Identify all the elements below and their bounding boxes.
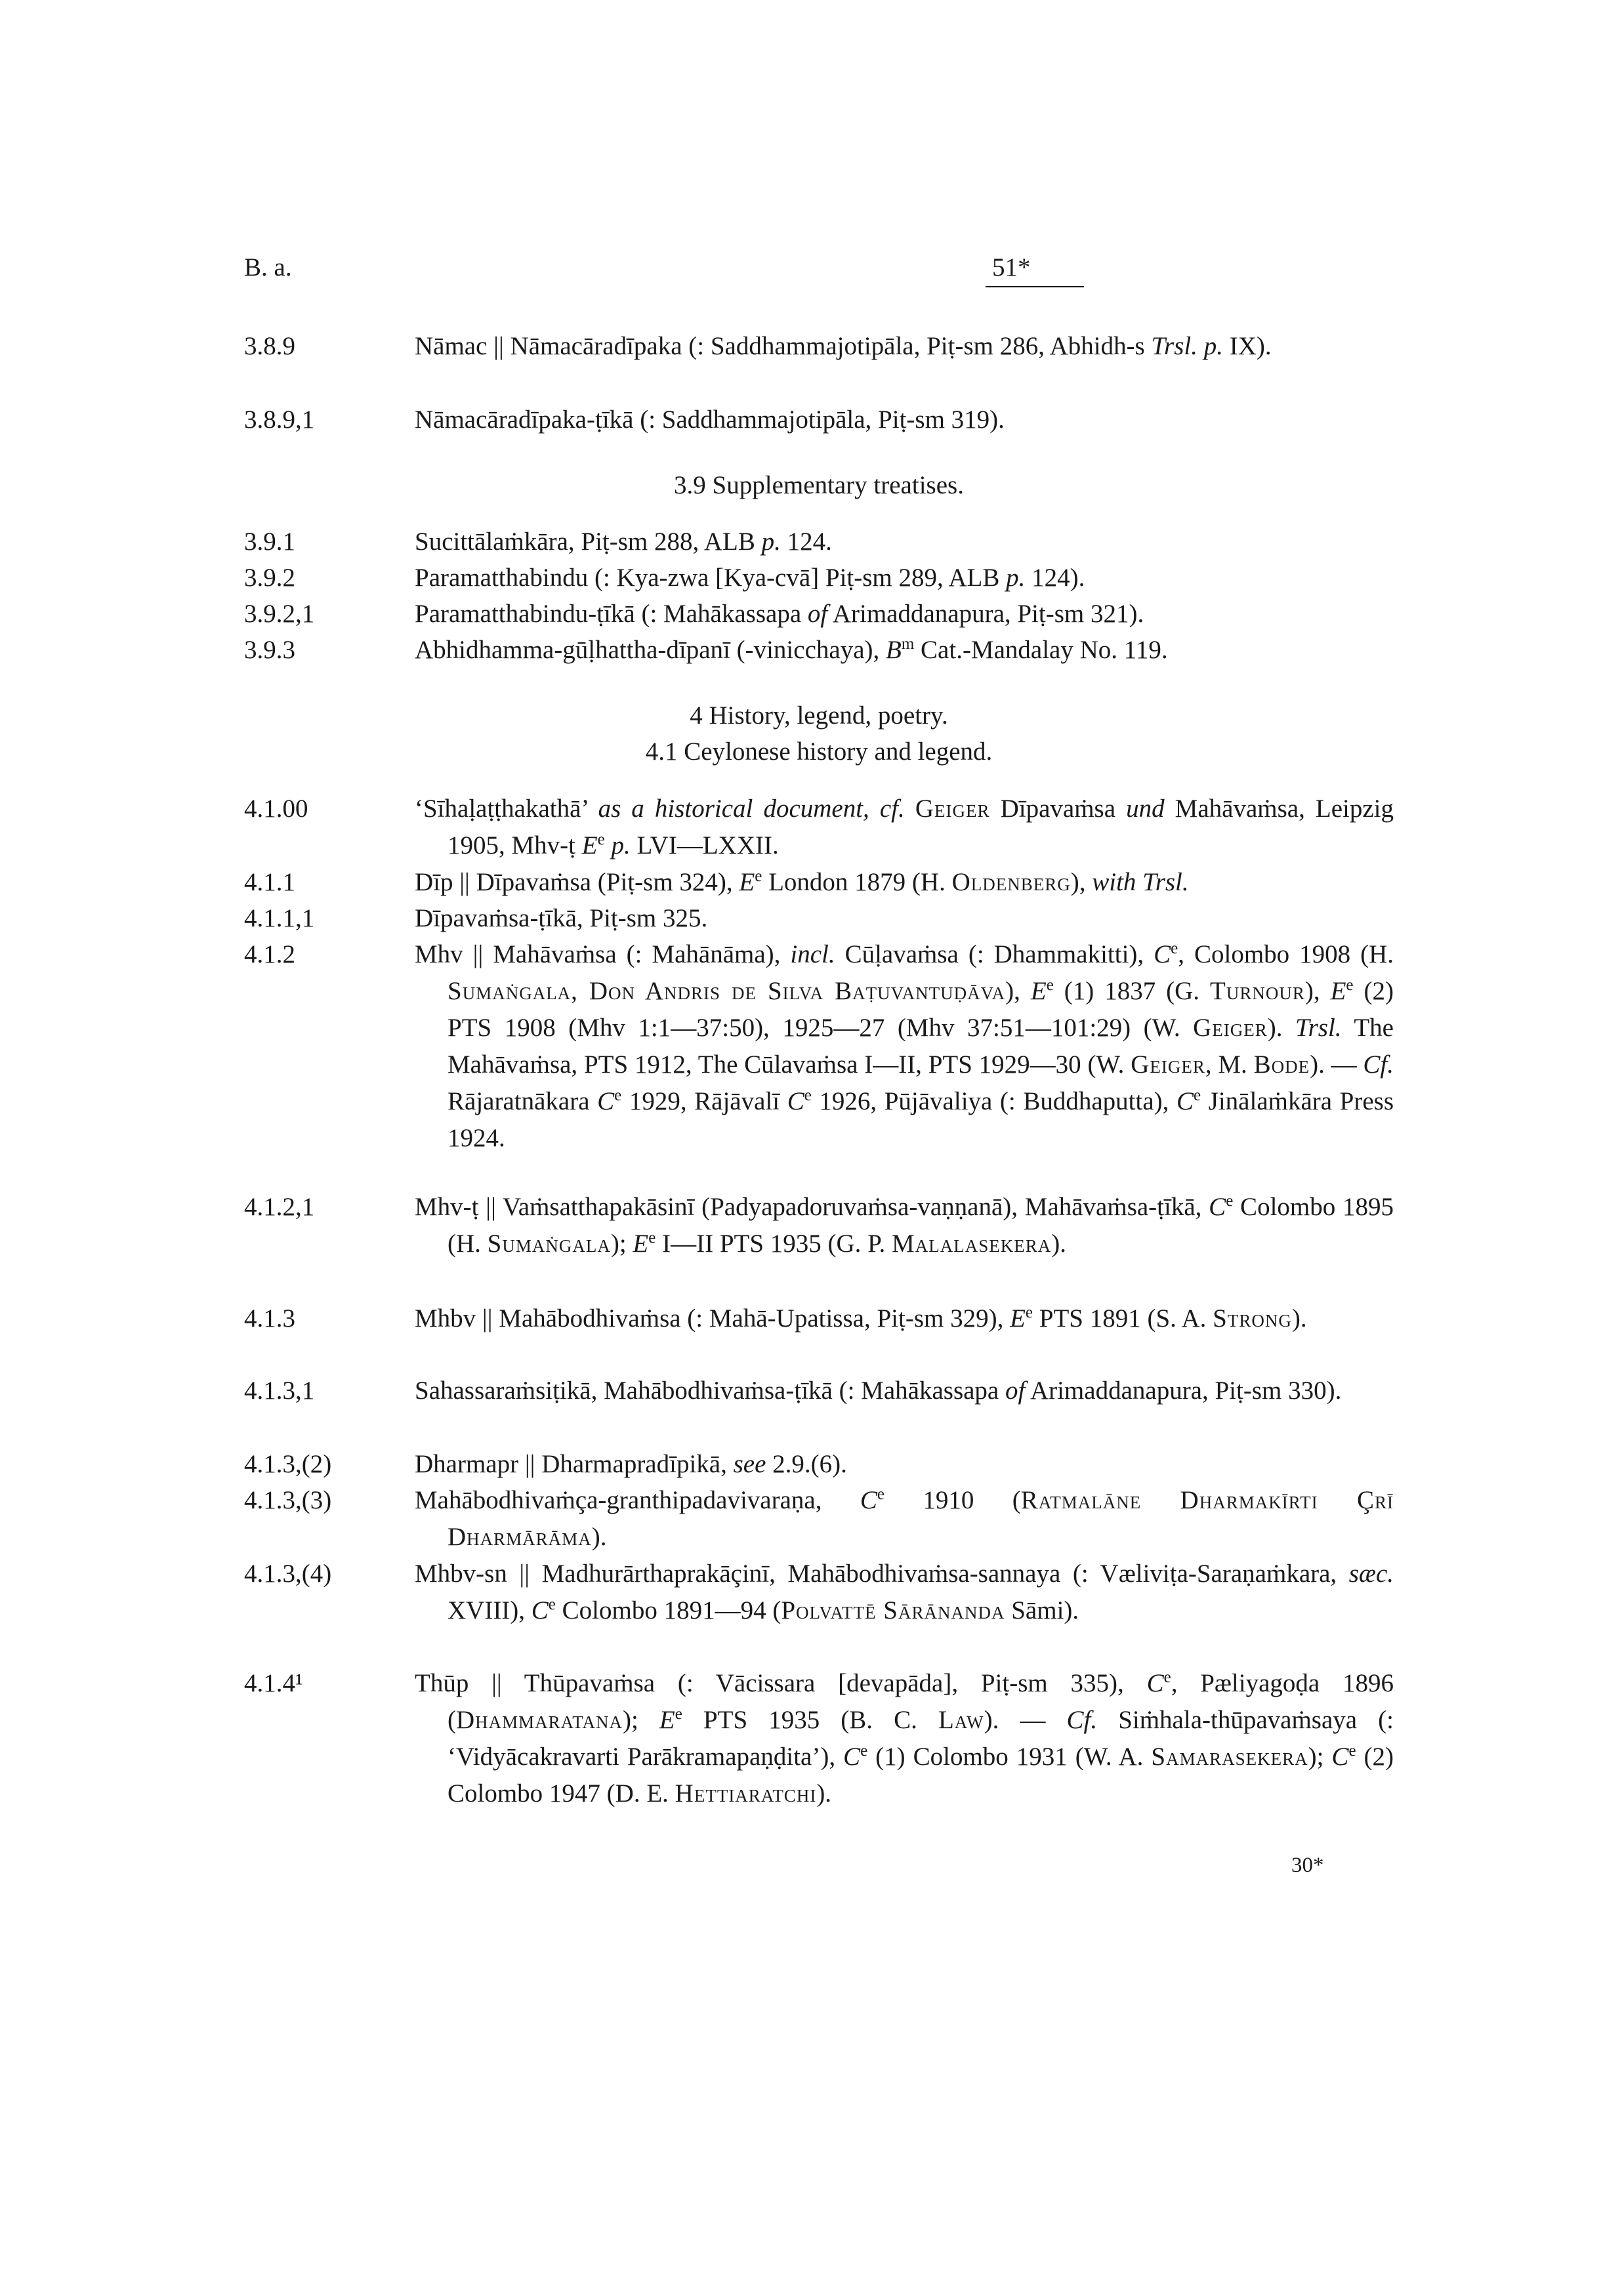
text-run: 124. — [780, 527, 832, 556]
text-run: Dīpavaṁsa — [989, 795, 1127, 823]
italic-run: E — [1330, 977, 1346, 1005]
italic-run: C — [1209, 1193, 1226, 1221]
entry-text — [415, 791, 1394, 864]
text-run: , Pæliyagoḍa 1896 ( — [448, 1669, 1394, 1734]
author-name: Sumaṅgala — [487, 1230, 611, 1258]
bibliography-entry — [244, 402, 1394, 438]
section-heading: 4 History, legend, poetry. — [690, 701, 948, 730]
italic-run: sæc. — [1348, 1560, 1394, 1588]
entry-number: 4.1.2,1 — [244, 1193, 315, 1221]
entry-text — [415, 1446, 1394, 1483]
italic-run: C — [1154, 940, 1171, 968]
text-run: Cūḷavaṁsa (: Dhammakitti), — [835, 940, 1154, 968]
text-run: (2) PTS 1908 (Mhv 1:1—37:50), 1925—27 (Mhv 37:51—101:29) (W. — [448, 977, 1394, 1042]
bibliography-entry — [244, 1189, 1394, 1262]
italic-run: of — [1005, 1376, 1026, 1405]
entry-number: 4.1.3,(4) — [244, 1560, 332, 1588]
text-run: Cat.-Mandalay No. 119. — [914, 636, 1168, 664]
author-name: Geiger — [1131, 1050, 1205, 1079]
bibliography-entry — [244, 328, 1394, 365]
bibliography-entry — [244, 524, 1394, 560]
section-mark: B. a. — [244, 253, 292, 281]
text-run: ). — — [1310, 1050, 1364, 1079]
text-run: ), — [1005, 977, 1031, 1005]
author-name: Malalasekera — [892, 1230, 1052, 1258]
superscript: e — [548, 1596, 556, 1613]
text-run: Sucittālaṁkāra, Piṭ-sm 288, ALB — [415, 527, 762, 556]
author-name: Hettiaratchi — [675, 1779, 817, 1808]
text-run: Colombo 1891—94 ( — [555, 1596, 781, 1624]
text-run: Mhbv-sn || Madhurārthaprakāçinī, Mahābodhivaṁsa-sannaya (: Væliviṭa-Saraṇaṁkara, — [415, 1560, 1349, 1588]
text-run: IX). — [1222, 332, 1272, 360]
italic-run: Cf. — [1066, 1706, 1098, 1734]
superscript: e — [1346, 976, 1354, 994]
text-run: (1) 1837 (G. — [1053, 977, 1211, 1005]
entry-number: 4.1.3 — [244, 1304, 295, 1333]
text-run: Dīp || Dīpavaṁsa (Piṭ-sm 324), — [415, 868, 739, 896]
text-run: ‘Sīhaḷaṭṭhakathā’ — [415, 795, 598, 823]
text-run: Mahāvaṁsa, Leipzig 1905, Mhv-ṭ — [448, 795, 1394, 859]
author-name: Ratmalāne Dharmakīrti Çrī Dharmārāma — [448, 1486, 1394, 1551]
text-run: 124). — [1025, 564, 1085, 592]
text-run: Sahassaraṁsiṭikā, Mahābodhivaṁsa-ṭīkā (: Mahākassapa — [415, 1376, 1005, 1405]
italic-run: C — [1176, 1087, 1194, 1115]
italic-run: C — [1146, 1669, 1164, 1697]
text-run: ). — [1267, 1014, 1296, 1042]
italic-run: p. — [1006, 564, 1026, 592]
text-run: Colombo 1895 (H. — [448, 1193, 1394, 1258]
head-rule — [986, 286, 1084, 287]
text-run: ); — [1308, 1743, 1332, 1771]
bibliography-entry — [244, 632, 1394, 669]
text-run: PTS 1935 (B. C. — [682, 1706, 938, 1734]
bibliography-entry — [244, 936, 1394, 1157]
italic-run: E — [659, 1706, 675, 1734]
author-name: Oldenberg — [951, 868, 1071, 896]
text-run: Mhbv || Mahābodhivaṁsa (: Mahā-Upatissa, Piṭ-sm 329), — [415, 1304, 1010, 1333]
entry-number: 4.1.4¹ — [244, 1669, 303, 1697]
italic-run: C — [597, 1087, 615, 1115]
text-run: 1910 ( — [884, 1486, 1021, 1514]
italic-run: Trsl. — [1295, 1014, 1342, 1042]
bibliography-entry — [244, 1556, 1394, 1629]
italic-run: und — [1126, 795, 1165, 823]
italic-run: E — [633, 1230, 649, 1258]
text-run: ); — [623, 1706, 659, 1734]
entry-text — [415, 1300, 1394, 1337]
entry-number: 3.9.2,1 — [244, 600, 315, 628]
text-run: ). — — [984, 1706, 1067, 1734]
text-run: Siṁhala-thūpavaṁsaya (: ‘Vidyācakravarti Parākramapaṇḍita’), — [448, 1706, 1394, 1771]
bibliography-entry — [244, 1446, 1394, 1483]
entry-text — [415, 1482, 1394, 1556]
text-run: XVIII), — [448, 1596, 531, 1624]
text-run: (2) Colombo 1947 (D. E. — [448, 1743, 1394, 1808]
italic-run: C — [860, 1486, 877, 1514]
page-number: 51* — [992, 253, 1031, 281]
superscript: e — [1193, 1086, 1201, 1104]
superscript: e — [860, 1742, 868, 1760]
italic-run: E — [581, 831, 598, 859]
entry-number: 3.9.2 — [244, 564, 295, 592]
author-name: Polvattē Sārānanda — [781, 1596, 1005, 1624]
superscript: e — [1025, 1304, 1033, 1321]
text-run: (1) Colombo 1931 (W. A. — [867, 1743, 1152, 1771]
author-name: Samarasekera — [1151, 1743, 1308, 1771]
text-run: Mhv-ṭ || Vaṁsatthapakāsinī (Padyapadoruvaṁsa-vaṇṇanā), Mahāvaṁsa-ṭīkā, — [415, 1193, 1209, 1221]
italic-run: of — [807, 600, 828, 628]
italic-run: C — [843, 1743, 861, 1771]
superscript: e — [804, 1086, 812, 1104]
italic-run: C — [531, 1596, 549, 1624]
entry-text — [415, 1556, 1394, 1629]
entry-text — [415, 864, 1394, 901]
entry-text — [415, 524, 1394, 560]
entry-text — [415, 402, 1394, 438]
entry-number: 4.1.3,(2) — [244, 1450, 332, 1478]
italic-run: p. — [611, 831, 631, 859]
italic-run: p. — [761, 527, 781, 556]
bibliography-entry — [244, 864, 1394, 901]
entry-text — [415, 1665, 1394, 1812]
author-name: Strong — [1213, 1304, 1292, 1333]
superscript: e — [1348, 1742, 1356, 1760]
superscript: e — [1226, 1192, 1234, 1210]
italic-run: B — [886, 636, 902, 664]
entry-text — [415, 632, 1394, 669]
superscript: e — [597, 831, 605, 848]
author-name: Geiger — [915, 795, 990, 823]
entry-number: 4.1.3,(3) — [244, 1486, 332, 1514]
superscript: e — [614, 1086, 622, 1104]
author-name: Law — [938, 1706, 984, 1734]
text-run: Thūp || Thūpavaṁsa (: Vācissara [devapāda], Piṭ-sm 335), — [415, 1669, 1147, 1697]
italic-run: E — [739, 868, 755, 896]
text-run: Jinālaṁkāra Press 1924. — [448, 1087, 1394, 1152]
text-run: ), — [1304, 977, 1331, 1005]
text-run: Mahābodhivaṁça-granthipadavivaraṇa, — [415, 1486, 860, 1514]
text-run: Paramatthabindu (: Kya-zwa [Kya-cvā] Piṭ-sm 289, ALB — [415, 564, 1007, 592]
text-run: Arimaddanapura, Piṭ-sm 330). — [1025, 1376, 1342, 1405]
text-run: Nāmacāradīpaka-ṭīkā (: Saddhammajotipāla, Piṭ-sm 319). — [415, 405, 1005, 434]
author-name: Sumaṅgala, Don Andris de Silva Baṭuvantuḍāva — [448, 977, 1006, 1005]
author-name: Bode — [1253, 1050, 1310, 1079]
entry-text — [415, 900, 1394, 937]
text-run: , Colombo 1908 (H. — [1178, 940, 1394, 968]
text-run: 1929, Rājāvalī — [621, 1087, 787, 1115]
italic-run: as a historical document, cf. — [598, 795, 905, 823]
bibliography-entry — [244, 1373, 1394, 1409]
text-run: ). — [1051, 1230, 1066, 1258]
text-run: Dīpavaṁsa-ṭīkā, Piṭ-sm 325. — [415, 904, 708, 932]
entry-text — [415, 1373, 1394, 1409]
entry-number: 4.1.2 — [244, 940, 295, 968]
running-head — [244, 249, 1379, 286]
text-run: Sāmi). — [1005, 1596, 1079, 1624]
text-run: ). — [591, 1523, 607, 1551]
text-run: The Mahāvaṁsa, PTS 1912, The Cūlavaṁsa I—II, PTS 1929—30 (W. — [448, 1014, 1394, 1079]
entry-text — [415, 1189, 1394, 1262]
text-run: Nāmac || Nāmacāradīpaka (: Saddhammajotipāla, Piṭ-sm 286, Abhidh-s — [415, 332, 1152, 360]
superscript: m — [901, 635, 915, 653]
text-run: ). — [816, 1779, 832, 1808]
superscript: e — [1171, 940, 1178, 957]
entry-text — [415, 936, 1394, 1157]
bibliography-entry — [244, 596, 1394, 632]
text-run: Dharmapr || Dharmapradīpikā, — [415, 1450, 734, 1478]
bibliography-entry — [244, 900, 1394, 937]
entry-text — [415, 560, 1394, 596]
entry-text — [415, 328, 1394, 365]
bibliography-entry — [244, 791, 1394, 864]
bibliography-entry — [244, 560, 1394, 596]
entry-number: 4.1.00 — [244, 795, 308, 823]
italic-run: with Trsl. — [1092, 868, 1189, 896]
text-run: ), — [1070, 868, 1093, 896]
text-run: ); — [610, 1230, 633, 1258]
italic-run: incl. — [790, 940, 835, 968]
italic-run: Cf. — [1363, 1050, 1394, 1079]
text-run: 2.9.(6). — [766, 1450, 847, 1478]
italic-run: E — [1030, 977, 1047, 1005]
entry-number: 3.8.9 — [244, 332, 295, 360]
author-name: Turnour — [1210, 977, 1305, 1005]
superscript: e — [1163, 1668, 1171, 1686]
author-name: Geiger — [1193, 1014, 1268, 1042]
entry-number: 4.1.1,1 — [244, 904, 315, 932]
text-run: 1926, Pūjāvaliya (: Buddhaputta), — [811, 1087, 1176, 1115]
superscript: e — [648, 1229, 656, 1247]
text-run: Mhv || Mahāvaṁsa (: Mahānāma), — [415, 940, 791, 968]
text-run: Arimaddanapura, Piṭ-sm 321). — [827, 600, 1144, 628]
text-run: I—II PTS 1935 (G. P. — [656, 1230, 892, 1258]
entry-number: 4.1.3,1 — [244, 1376, 315, 1405]
italic-run: C — [1331, 1743, 1349, 1771]
text-run: London 1879 (H. — [762, 868, 952, 896]
italic-run: E — [1010, 1304, 1026, 1333]
italic-run: see — [733, 1450, 766, 1478]
signature-mark: 30* — [1291, 1853, 1324, 1877]
text-run: ). — [1291, 1304, 1307, 1333]
entry-number: 3.9.3 — [244, 636, 295, 664]
text-run: LVI—LXXII. — [630, 831, 779, 859]
superscript: e — [1046, 976, 1054, 994]
text-run: PTS 1891 (S. A. — [1033, 1304, 1213, 1333]
bibliography-entry — [244, 1482, 1394, 1556]
author-name: Dhammaratana — [456, 1706, 623, 1734]
text-run — [605, 831, 612, 859]
text-run: Rājaratnākara — [448, 1087, 598, 1115]
bibliography-entry — [244, 1665, 1394, 1812]
entry-text — [415, 596, 1394, 632]
italic-run: Trsl. p. — [1151, 332, 1223, 360]
text-run — [905, 795, 915, 823]
bibliography-entry — [244, 1300, 1394, 1337]
superscript: e — [755, 867, 762, 885]
section-heading: 4.1 Ceylonese history and legend. — [645, 737, 993, 766]
entry-number: 3.8.9,1 — [244, 405, 315, 434]
superscript: e — [877, 1485, 885, 1503]
text-run: Abhidhamma-gūḷhattha-dīpanī (-vinicchaya), — [415, 636, 886, 664]
text-run: , M. — [1205, 1050, 1254, 1079]
superscript: e — [675, 1705, 682, 1723]
entry-number: 4.1.1 — [244, 868, 295, 896]
section-heading: 3.9 Supplementary treatises. — [674, 471, 964, 499]
italic-run: C — [787, 1087, 804, 1115]
text-run: Paramatthabindu-ṭīkā (: Mahākassapa — [415, 600, 808, 628]
entry-number: 3.9.1 — [244, 527, 295, 556]
